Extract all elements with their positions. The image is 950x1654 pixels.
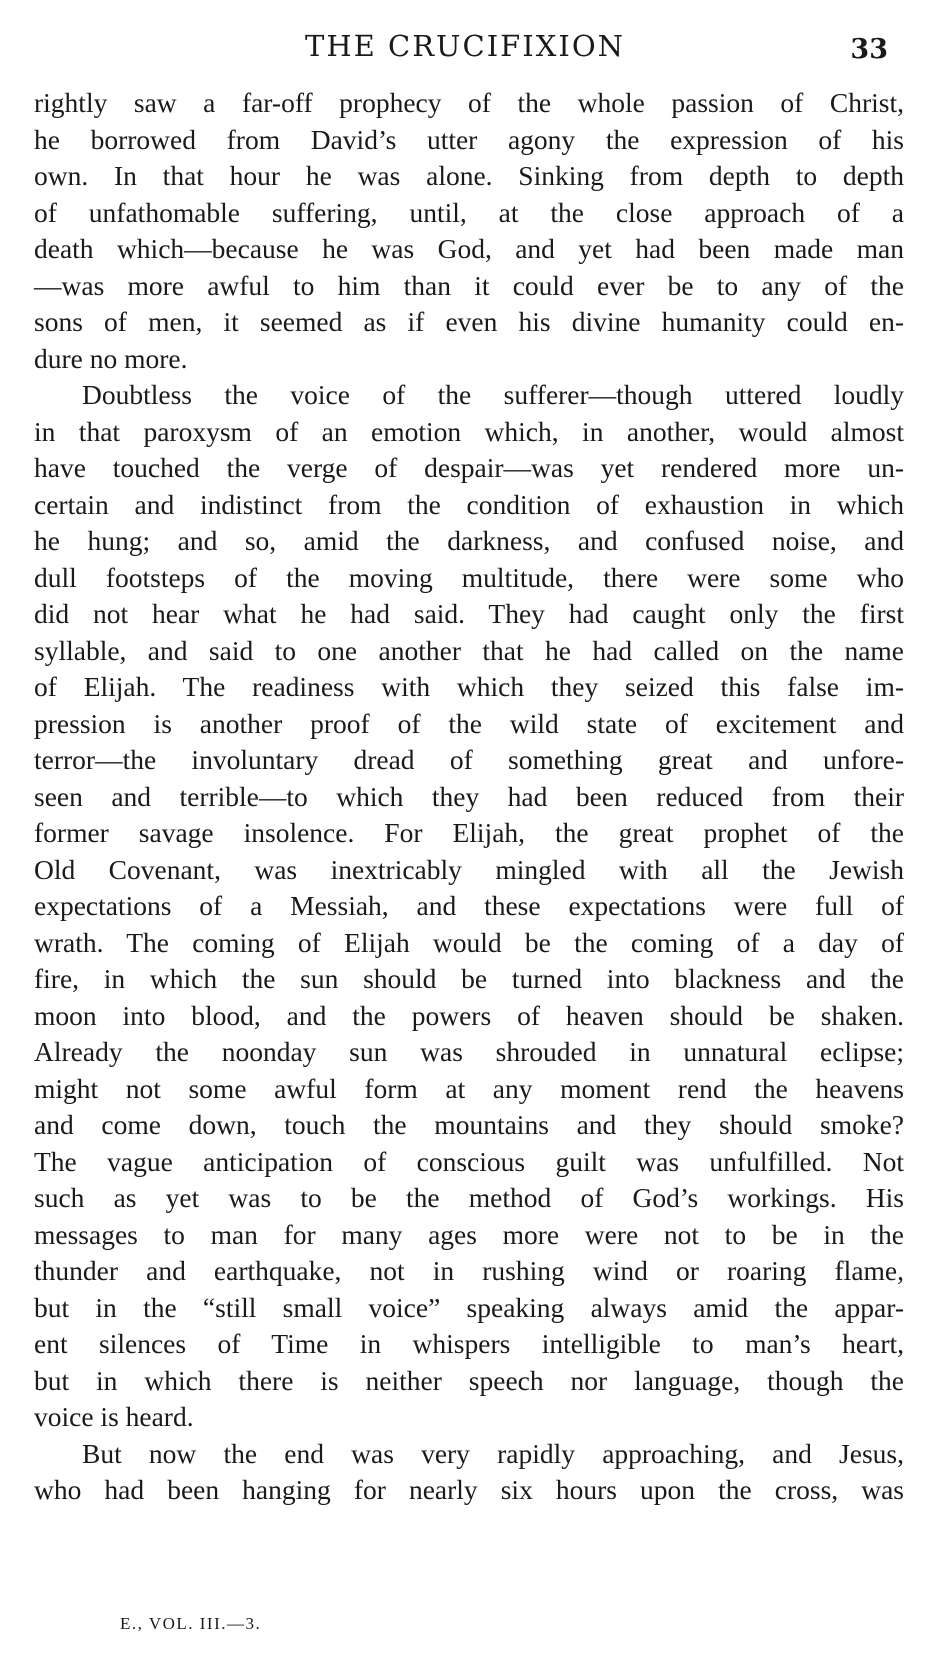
signature-mark: E., VOL. III.—3. <box>120 1614 262 1633</box>
text-line: —was more awful to him than it could ever be to any of the <box>34 269 904 301</box>
text-line: expectations of a Messiah, and these expectations were full of <box>34 890 904 921</box>
text-line: fire, in which the sun should be turned into blackness and the <box>34 963 904 994</box>
text-line: of Elijah. The readiness with which they seized this false im- <box>34 671 904 702</box>
text-line: terror—the involuntary dread of something great and unfore- <box>34 744 904 775</box>
page-number: 33 <box>850 34 888 65</box>
text-line: death which—because he was God, and yet had been made man <box>34 233 904 264</box>
text-line: sons of men, it seemed as if even his divine humanity could en- <box>34 306 904 337</box>
text-line: voice is heard. <box>34 1401 194 1432</box>
text-line: Old Covenant, was inextricably mingled with all the Jewish <box>34 853 904 885</box>
text-line: But now the end was very rapidly approaching, and Jesus, <box>82 1437 904 1469</box>
text-line: moon into blood, and the powers of heaven should be shaken. <box>34 999 904 1031</box>
text-line: but in which there is neither speech nor language, though the <box>34 1364 904 1396</box>
text-line: in that paroxysm of an emotion which, in another, would almost <box>34 415 904 447</box>
text-line: of unfathomable suffering, until, at the close approach of a <box>34 196 904 228</box>
text-line: The vague anticipation of conscious guilt was unfulfilled. Not <box>34 1145 904 1177</box>
running-title: THE CRUCIFIXION <box>305 29 625 63</box>
running-head <box>0 26 950 66</box>
text-line: own. In that hour he was alone. Sinking from depth to depth <box>34 160 904 191</box>
text-line: seen and terrible—to which they had been reduced from their <box>34 780 904 812</box>
text-line: dull footsteps of the moving multitude, there were some who <box>34 561 904 593</box>
text-line: Doubtless the voice of the sufferer—though uttered loudly <box>82 379 904 410</box>
text-line: who had been hanging for nearly six hours upon the cross, was <box>34 1474 904 1505</box>
text-line: rightly saw a far-off prophecy of the whole passion of Christ, <box>34 87 904 118</box>
text-line: did not hear what he had said. They had caught only the first <box>34 598 904 629</box>
text-line: might not some awful form at any moment rend the heavens <box>34 1072 904 1104</box>
text-line: Already the noonday sun was shrouded in unnatural eclipse; <box>34 1036 904 1067</box>
text-line: messages to man for many ages more were not to be in the <box>34 1218 904 1250</box>
body-text <box>34 85 904 1509</box>
text-line: wrath. The coming of Elijah would be the coming of a day of <box>34 926 904 958</box>
text-line: certain and indistinct from the condition of exhaustion in which <box>34 488 904 520</box>
text-line: he hung; and so, amid the darkness, and confused noise, and <box>34 525 904 556</box>
text-line: thunder and earthquake, not in rushing wind or roaring flame, <box>34 1255 904 1286</box>
text-line: dure no more. <box>34 342 188 374</box>
text-line: pression is another proof of the wild state of excitement and <box>34 707 904 739</box>
text-line: he borrowed from David’s utter agony the expression of his <box>34 123 904 155</box>
text-line: and come down, touch the mountains and they should smoke? <box>34 1109 904 1140</box>
text-line: such as yet was to be the method of God’s workings. His <box>34 1182 904 1213</box>
text-line: but in the “still small voice” speaking always amid the appar- <box>34 1291 904 1323</box>
text-line: ent silences of Time in whispers intelligible to man’s heart, <box>34 1328 904 1359</box>
text-line: syllable, and said to one another that he had called on the name <box>34 634 904 666</box>
text-line: former savage insolence. For Elijah, the great prophet of the <box>34 817 904 848</box>
text-line: have touched the verge of despair—was yet rendered more un- <box>34 452 904 483</box>
